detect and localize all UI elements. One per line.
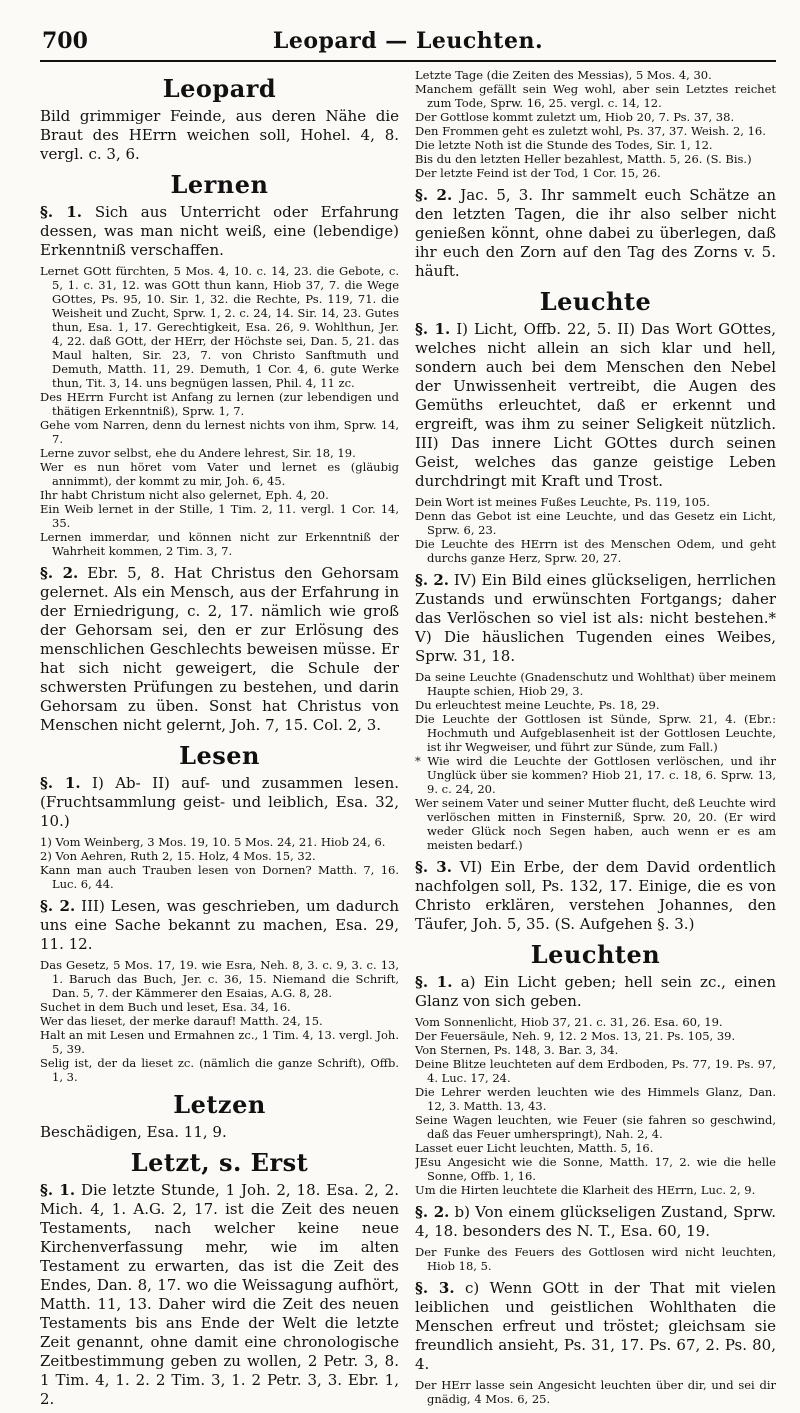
page-number: 700	[42, 28, 88, 54]
paragraph-text: III) Lesen, was geschrieben, um dadurch uns eine Sache bekannt zu machen, Esa. 29, 11. 12.	[40, 897, 399, 953]
paragraph-text: VI) Ein Erbe, der dem David ordentlich nachfolgen soll, Ps. 132, 17. Einige, die es von Christo erklären, verstehen Johannes, den Täufer, Joh. 5, 35. (S. Aufgehen §. 3.)	[415, 858, 776, 933]
paragraph-number: §. 1.	[415, 973, 453, 991]
reference-line: Die letzte Noth ist die Stunde des Todes, Sir. 1, 12.	[415, 138, 713, 152]
paragraph	[40, 897, 399, 954]
paragraph	[40, 774, 399, 831]
paragraph-number: §. 1.	[415, 320, 451, 338]
paragraph-text: Beschädigen, Esa. 11, 9.	[40, 1123, 227, 1141]
paragraph-text: Jac. 5, 3. Ihr sammelt euch Schätze an den letzten Tagen, die ihr also selber nicht genießen könnt, ohne dabei zu überlegen, daß ihr euch den Zorn auf den Tag des Zorns v. 5. häuft.	[415, 186, 776, 280]
reference-line: Du erleuchtest meine Leuchte, Ps. 18, 29.	[415, 698, 660, 712]
section-heading: Letzt, s. Erst	[130, 1148, 309, 1177]
paragraph-number: §. 2.	[40, 897, 76, 915]
reference-line: Der HErr lasse sein Angesicht leuchten über dir, und sei dir gnädig, 4 Mos. 6, 25.	[415, 1378, 776, 1406]
reference-list	[415, 1378, 776, 1406]
reference-line: JEsu Angesicht wie die Sonne, Matth. 17, 2. wie die helle Sonne, Offb. 1, 16.	[415, 1155, 776, 1183]
left-column	[40, 68, 399, 1413]
running-head: Leopard — Leuchten.	[272, 28, 544, 54]
reference-list	[40, 264, 399, 558]
reference-line: Die Leuchte des HErrn ist des Menschen Odem, und geht durchs ganze Herz, Sprw. 20, 27.	[415, 537, 776, 565]
paragraph-number: §. 2.	[415, 1203, 450, 1221]
reference-line: Seine Wagen leuchten, wie Feuer (sie fahren so geschwind, daß das Feuer umherspringt), Nah. 2, 4.	[415, 1113, 776, 1141]
reference-line: Wer es nun höret vom Vater und lernet es (gläubig annimmt), der kommt zu mir, Joh. 6, 45.	[40, 460, 399, 488]
paragraph-number: §. 1.	[40, 203, 82, 221]
reference-line: 2) Von Aehren, Ruth 2, 15. Holz, 4 Mos. 15, 32.	[40, 849, 316, 863]
paragraph-text: I) Licht, Offb. 22, 5. II) Das Wort GOttes, welches nicht allein an sich klar und hell, sondern auch bei dem Menschen den Nebel der Unwissenheit vertreibt, die Augen des Gemüths erleuchtet, daß er erkennt und ergreift, was ihm zu seiner Seligkeit nützlich. III) Das innere Licht GOttes durch seinen Geist, welches das ganze geistige Leben durchdringt mit Kraft und Trost.	[415, 320, 776, 490]
paragraph-text: Die letzte Stunde, 1 Joh. 2, 18. Esa. 2, 2. Mich. 4, 1. A.G. 2, 17. ist die Zeit des neuen Testaments, nach welcher keine neue Kirchenverfassung mehr, wie im alten Testament zu erwarten, das ist die Zeit des Endes, Dan. 8, 17. wo die Weissagung aufhört, Matth. 11, 13. Daher wird die Zeit des neuen Testaments bis ans Ende der Welt die letzte Zeit genannt, ohne damit eine chronologische Zeitbestimmung geben zu wollen, 2 Petr. 3, 8. 1 Tim. 4, 1. 2. 2 Tim. 3, 1. 2 Petr. 3, 3. Ebr. 1, 2.	[40, 1181, 399, 1408]
paragraph-number: §. 1.	[40, 774, 81, 792]
paragraph-text: IV) Ein Bild eines glückseligen, herrlichen Zustands und erwünschten Fortgangs; daher das Verlöschen so viel ist als: nicht bestehen.* V) Die häuslichen Tugenden eines Weibes, Sprw. 31, 18.	[415, 571, 776, 665]
reference-line: Halt an mit Lesen und Ermahnen zc., 1 Tim. 4, 13. vergl. Joh. 5, 39.	[40, 1028, 399, 1056]
paragraph	[415, 186, 776, 281]
paragraph-text: Ebr. 5, 8. Hat Christus den Gehorsam gelernet. Als ein Mensch, aus der Erfahrung in der Erniedrigung, c. 2, 17. nämlich wie groß der Gehorsam sei, den er zur Erlösung des menschlichen Geschlechts beweisen müsse. Er hat sich nicht geweigert, die Schule der schwersten Prüfungen zu bestehen, und darin Gehorsam zu üben. Sonst hat Christus von Menschen nicht gelernt, Joh. 7, 15. Col. 2, 3.	[40, 564, 399, 734]
paragraph	[415, 858, 776, 934]
reference-line: Ein Weib lernet in der Stille, 1 Tim. 2, 11. vergl. 1 Cor. 14, 35.	[40, 502, 399, 530]
reference-line: Wer das lieset, der merke darauf! Matth. 24, 15.	[40, 1014, 323, 1028]
reference-line: Deine Blitze leuchteten auf dem Erdboden, Ps. 77, 19. Ps. 97, 4. Luc. 17, 24.	[415, 1057, 776, 1085]
paragraph-number: §. 2.	[40, 564, 79, 582]
reference-line: Der Feuersäule, Neh. 9, 12. 2 Mos. 13, 21. Ps. 105, 39.	[415, 1029, 736, 1043]
reference-line: Ihr habt Christum nicht also gelernet, Eph. 4, 20.	[40, 488, 329, 502]
paragraph-number: §. 3.	[415, 858, 452, 876]
text-columns	[40, 68, 776, 1413]
reference-list	[40, 958, 399, 1084]
paragraph	[415, 320, 776, 491]
reference-line: Wer seinem Vater und seiner Mutter flucht, deß Leuchte wird verlöschen mitten in Finsterniß, Sprw. 20, 20. (Er wird weder Glück noch Segen haben, auch wenn er es am meisten bedarf.)	[415, 796, 776, 852]
paragraph-text: Bild grimmiger Feinde, aus deren Nähe die Braut des HErrn weichen soll, Hohel. 4, 8. vergl. c. 3, 6.	[40, 107, 399, 163]
paragraph	[415, 973, 776, 1011]
section-heading: Letzen	[173, 1090, 266, 1119]
reference-list	[415, 68, 776, 180]
reference-list	[415, 1015, 776, 1197]
reference-line: Der Funke des Feuers des Gottlosen wird nicht leuchten, Hiob 18, 5.	[415, 1245, 776, 1273]
page-header	[40, 10, 776, 62]
paragraph	[415, 1279, 776, 1374]
paragraph-number: §. 3.	[415, 1279, 455, 1297]
reference-line: Die Lehrer werden leuchten wie des Himmels Glanz, Dan. 12, 3. Matth. 13, 43.	[415, 1085, 776, 1113]
reference-line: Die Leuchte der Gottlosen ist Sünde, Sprw. 21, 4. (Ebr.: Hochmuth und Aufgeblasenheit ist der Gottlosen Leuchte, ist ihr Wegweiser, und führt zur Sünde, zum Fall.)	[415, 712, 776, 754]
section-heading: Leuchten	[530, 940, 661, 969]
reference-line: Dein Wort ist meines Fußes Leuchte, Ps. 119, 105.	[415, 495, 710, 509]
reference-list	[415, 495, 776, 565]
paragraph-text: Sich aus Unterricht oder Erfahrung dessen, was man nicht weiß, eine (lebendige) Erkenntniß verschaffen.	[40, 203, 399, 259]
paragraph-number: §. 2.	[415, 186, 453, 204]
reference-line: Bis du den letzten Heller bezahlest, Matth. 5, 26. (S. Bis.)	[415, 152, 752, 166]
header-rule	[40, 60, 776, 62]
paragraph	[415, 1203, 776, 1241]
reference-line: Suchet in dem Buch und leset, Esa. 34, 16.	[40, 1000, 291, 1014]
reference-line: Lasset euer Licht leuchten, Matth. 5, 16.	[415, 1141, 654, 1155]
reference-list	[40, 835, 399, 891]
reference-list	[415, 1245, 776, 1273]
paragraph-text: I) Ab- II) auf- und zusammen lesen. (Fruchtsammlung geist- und leiblich, Esa. 32, 10.)	[40, 774, 399, 830]
paragraph	[40, 107, 399, 164]
reference-line: Der letzte Feind ist der Tod, 1 Cor. 15, 26.	[415, 166, 661, 180]
paragraph-number: §. 2.	[415, 571, 450, 589]
section-heading: Leuchte	[539, 287, 652, 316]
paragraph	[40, 1181, 399, 1409]
reference-line: Lernet GOtt fürchten, 5 Mos. 4, 10. c. 14, 23. die Gebote, c. 5, 1. c. 31, 12. was GOtt thun kann, Hiob 37, 7. die Wege GOttes, Ps. 95, 10. Sir. 1, 32. die Rechte, Ps. 119, 71. die Weisheit und Zucht, Sprw. 1, 2. c. 24, 14. Sir. 14, 23. Gutes thun, Esa. 1, 17. Gerechtigkeit, Esa. 26, 9. Wohlthun, Jer. 4, 22. daß GOtt, der HErr, der Höchste sei, Dan. 5, 21. das Maul halten, Sir. 23, 7. von Christo Sanftmuth und Demuth, Matth. 11, 29. Demuth, 1 Cor. 4, 6. gute Werke thun, Tit. 3, 14. uns begnügen lassen, Phil. 4, 11 zc.	[40, 264, 399, 390]
reference-line: Gehe vom Narren, denn du lernest nichts von ihm, Sprw. 14, 7.	[40, 418, 399, 446]
paragraph	[40, 564, 399, 735]
section-heading: Lesen	[179, 741, 260, 770]
section-heading: Lernen	[170, 170, 269, 199]
reference-line: Da seine Leuchte (Gnadenschutz und Wohlthat) über meinem Haupte schien, Hiob 29, 3.	[415, 670, 776, 698]
reference-line: Kann man auch Trauben lesen von Dornen? Matth. 7, 16. Luc. 6, 44.	[40, 863, 399, 891]
reference-line: Lerne zuvor selbst, ehe du Andere lehrest, Sir. 18, 19.	[40, 446, 356, 460]
reference-line: Das Gesetz, 5 Mos. 17, 19. wie Esra, Neh. 8, 3. c. 9, 3. c. 13, 1. Baruch das Buch, Jer. c. 36, 15. Niemand die Schrift, Dan. 5, 7. der Kämmerer den Esaias, A.G. 8, 28.	[40, 958, 399, 1000]
reference-line: Des HErrn Furcht ist Anfang zu lernen (zur lebendigen und thätigen Erkenntniß), Sprw. 1, 7.	[40, 390, 399, 418]
reference-line: Denn das Gebot ist eine Leuchte, und das Gesetz ein Licht, Sprw. 6, 23.	[415, 509, 776, 537]
right-column	[415, 68, 776, 1413]
reference-line: * Wie wird die Leuchte der Gottlosen verlöschen, und ihr Unglück über sie kommen? Hiob 21, 17. c. 18, 6. Sprw. 13, 9. c. 24, 20.	[415, 754, 776, 796]
section-heading: Leopard	[162, 74, 277, 103]
reference-list	[415, 670, 776, 852]
paragraph-number: §. 1.	[40, 1181, 76, 1199]
reference-line: Letzte Tage (die Zeiten des Messias), 5 Mos. 4, 30.	[415, 68, 712, 82]
paragraph-text: b) Von einem glückseligen Zustand, Sprw. 4, 18. besonders des N. T., Esa. 60, 19.	[415, 1203, 776, 1240]
paragraph-text: c) Wenn GOtt in der That mit vielen leiblichen und geistlichen Wohlthaten die Menschen erfreut und tröstet; gleichsam sie freundlich ansieht, Ps. 31, 17. Ps. 67, 2. Ps. 80, 4.	[415, 1279, 776, 1373]
reference-line: Lernen immerdar, und können nicht zur Erkenntniß der Wahrheit kommen, 2 Tim. 3, 7.	[40, 530, 399, 558]
reference-line: Um die Hirten leuchtete die Klarheit des HErrn, Luc. 2, 9.	[415, 1183, 756, 1197]
reference-line: Von Sternen, Ps. 148, 3. Bar. 3, 34.	[415, 1043, 619, 1057]
paragraph	[40, 203, 399, 260]
paragraph	[40, 1123, 399, 1142]
reference-line: Der Gottlose kommt zuletzt um, Hiob 20, 7. Ps. 37, 38.	[415, 110, 735, 124]
reference-line: Vom Sonnenlicht, Hiob 37, 21. c. 31, 26. Esa. 60, 19.	[415, 1015, 723, 1029]
paragraph	[415, 571, 776, 666]
reference-line: Manchem gefällt sein Weg wohl, aber sein Letztes reichet zum Tode, Sprw. 16, 25. vergl. c. 14, 12.	[415, 82, 776, 110]
reference-line: Selig ist, der da lieset zc. (nämlich die ganze Schrift), Offb. 1, 3.	[40, 1056, 399, 1084]
reference-line: 1) Vom Weinberg, 3 Mos. 19, 10. 5 Mos. 24, 21. Hiob 24, 6.	[40, 835, 386, 849]
paragraph-text: a) Ein Licht geben; hell sein zc., einen Glanz von sich geben.	[415, 973, 776, 1010]
reference-line: Den Frommen geht es zuletzt wohl, Ps. 37, 37. Weish. 2, 16.	[415, 124, 766, 138]
